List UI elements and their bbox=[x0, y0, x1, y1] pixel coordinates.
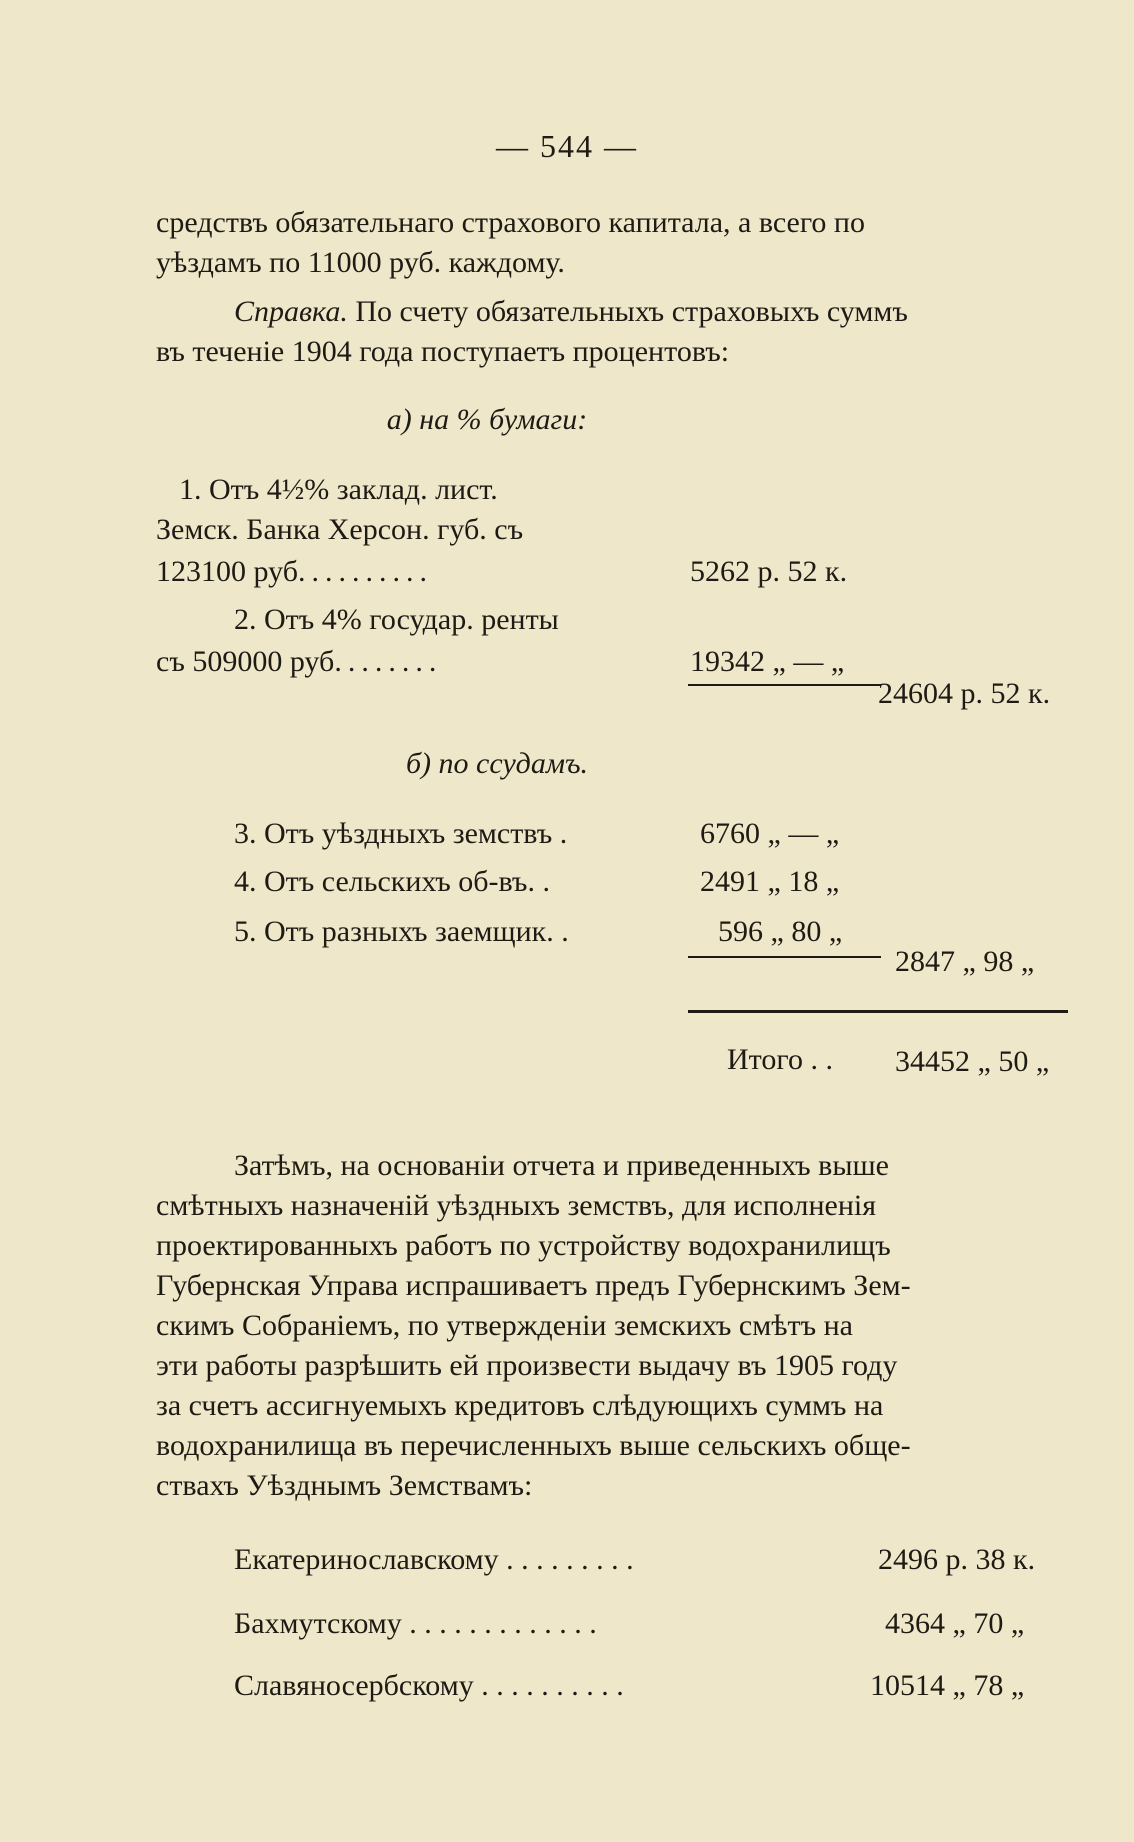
section-b-heading: б) по ссудамъ. bbox=[405, 747, 589, 780]
allocation-name: Екатеринославскому bbox=[234, 1543, 499, 1576]
note-label: Справка. bbox=[234, 295, 348, 328]
total-label: Итого . . bbox=[727, 1043, 833, 1076]
leader-dots: .......... bbox=[297, 555, 433, 588]
paragraph-line: за счетъ ассигнуемыхъ кредитовъ слѣдующихъ суммъ на bbox=[156, 1389, 884, 1422]
leader-dots: . . . . . . . . . . . . . bbox=[409, 1607, 597, 1640]
loan-item-amount: 596 „ 80 „ bbox=[718, 915, 843, 948]
allocation-amount: 4364 „ 70 „ bbox=[885, 1607, 1025, 1640]
paragraph-line: смѣтныхъ назначеній уѣздныхъ земствъ, для исполненія bbox=[156, 1189, 877, 1222]
leader-dots: ........ bbox=[334, 645, 443, 678]
loan-item-amount: 2491 „ 18 „ bbox=[700, 865, 840, 898]
intro-line-2: уѣздамъ по 11000 руб. каждому. bbox=[156, 246, 565, 279]
loan-item-label: 5. Отъ разныхъ заемщик. . bbox=[234, 915, 569, 948]
leader-dots: . . . . . . . . . bbox=[506, 1543, 634, 1576]
allocation-row bbox=[234, 1666, 624, 1706]
paragraph-line: ствахъ Уѣзднымъ Земствамъ: bbox=[156, 1469, 533, 1502]
item2-amount: 19342 „ — „ bbox=[690, 645, 845, 678]
section-a-heading: а) на % бумаги: bbox=[386, 403, 588, 436]
note-line-1-text: По счету обязательныхъ страховыхъ суммъ bbox=[355, 295, 908, 328]
note-line-1 bbox=[234, 292, 908, 332]
total-rule bbox=[688, 1010, 1068, 1013]
section-a-subtotal: 24604 р. 52 к. bbox=[878, 677, 1051, 710]
allocation-name: Славяносербскому bbox=[234, 1669, 474, 1702]
item2-line-2 bbox=[156, 642, 442, 682]
intro-line-1: средствъ обязательнаго страхового капитала, а всего по bbox=[156, 206, 865, 239]
item2-line-1: 2. Отъ 4% государ. ренты bbox=[234, 603, 559, 636]
allocation-amount: 10514 „ 78 „ bbox=[870, 1669, 1025, 1702]
paragraph-line: водохранилища въ перечисленныхъ выше сельскихъ обще- bbox=[156, 1429, 911, 1462]
total-amount: 34452 „ 50 „ bbox=[895, 1045, 1050, 1078]
leader-dots: . . . . . . . . . . bbox=[481, 1669, 624, 1702]
subtotal-rule bbox=[688, 956, 881, 958]
paragraph-line: Затѣмъ, на основаніи отчета и приведенныхъ выше bbox=[234, 1149, 889, 1182]
paragraph-line: эти работы разрѣшить ей произвести выдачу въ 1905 году bbox=[156, 1349, 898, 1382]
item2-line-2-text: съ 509000 руб bbox=[156, 645, 335, 678]
loan-item-label: 3. Отъ уѣздныхъ земствъ . bbox=[234, 817, 568, 850]
paragraph-line: скимъ Собраніемъ, по утвержденіи земскихъ смѣтъ на bbox=[156, 1309, 854, 1342]
note-line-2: въ теченіе 1904 года поступаетъ процентовъ: bbox=[156, 335, 730, 368]
loan-item-label: 4. Отъ сельскихъ об-въ. . bbox=[234, 865, 550, 898]
paragraph-line: проектированныхъ работъ по устройству водохранилищъ bbox=[156, 1229, 891, 1262]
allocation-name: Бахмутскому bbox=[234, 1607, 402, 1640]
paragraph-line: Губернская Управа испрашиваетъ предъ Губернскимъ Зем- bbox=[156, 1269, 911, 1302]
item1-line-1: 1. Отъ 4½% заклад. лист. bbox=[179, 473, 498, 506]
item1-line-2: Земск. Банка Херсон. губ. съ bbox=[156, 513, 524, 546]
item1-amount: 5262 р. 52 к. bbox=[690, 555, 848, 588]
subtotal-rule bbox=[688, 684, 881, 686]
section-b-subtotal: 2847 „ 98 „ bbox=[895, 945, 1035, 978]
allocation-row bbox=[234, 1540, 634, 1580]
item1-line-3-text: 123100 руб bbox=[156, 555, 298, 588]
loan-item-amount: 6760 „ — „ bbox=[700, 817, 840, 850]
allocation-row bbox=[234, 1604, 597, 1644]
page-number: — 544 — bbox=[496, 128, 638, 164]
allocation-amount: 2496 р. 38 к. bbox=[878, 1543, 1036, 1576]
item1-line-3 bbox=[156, 552, 433, 592]
